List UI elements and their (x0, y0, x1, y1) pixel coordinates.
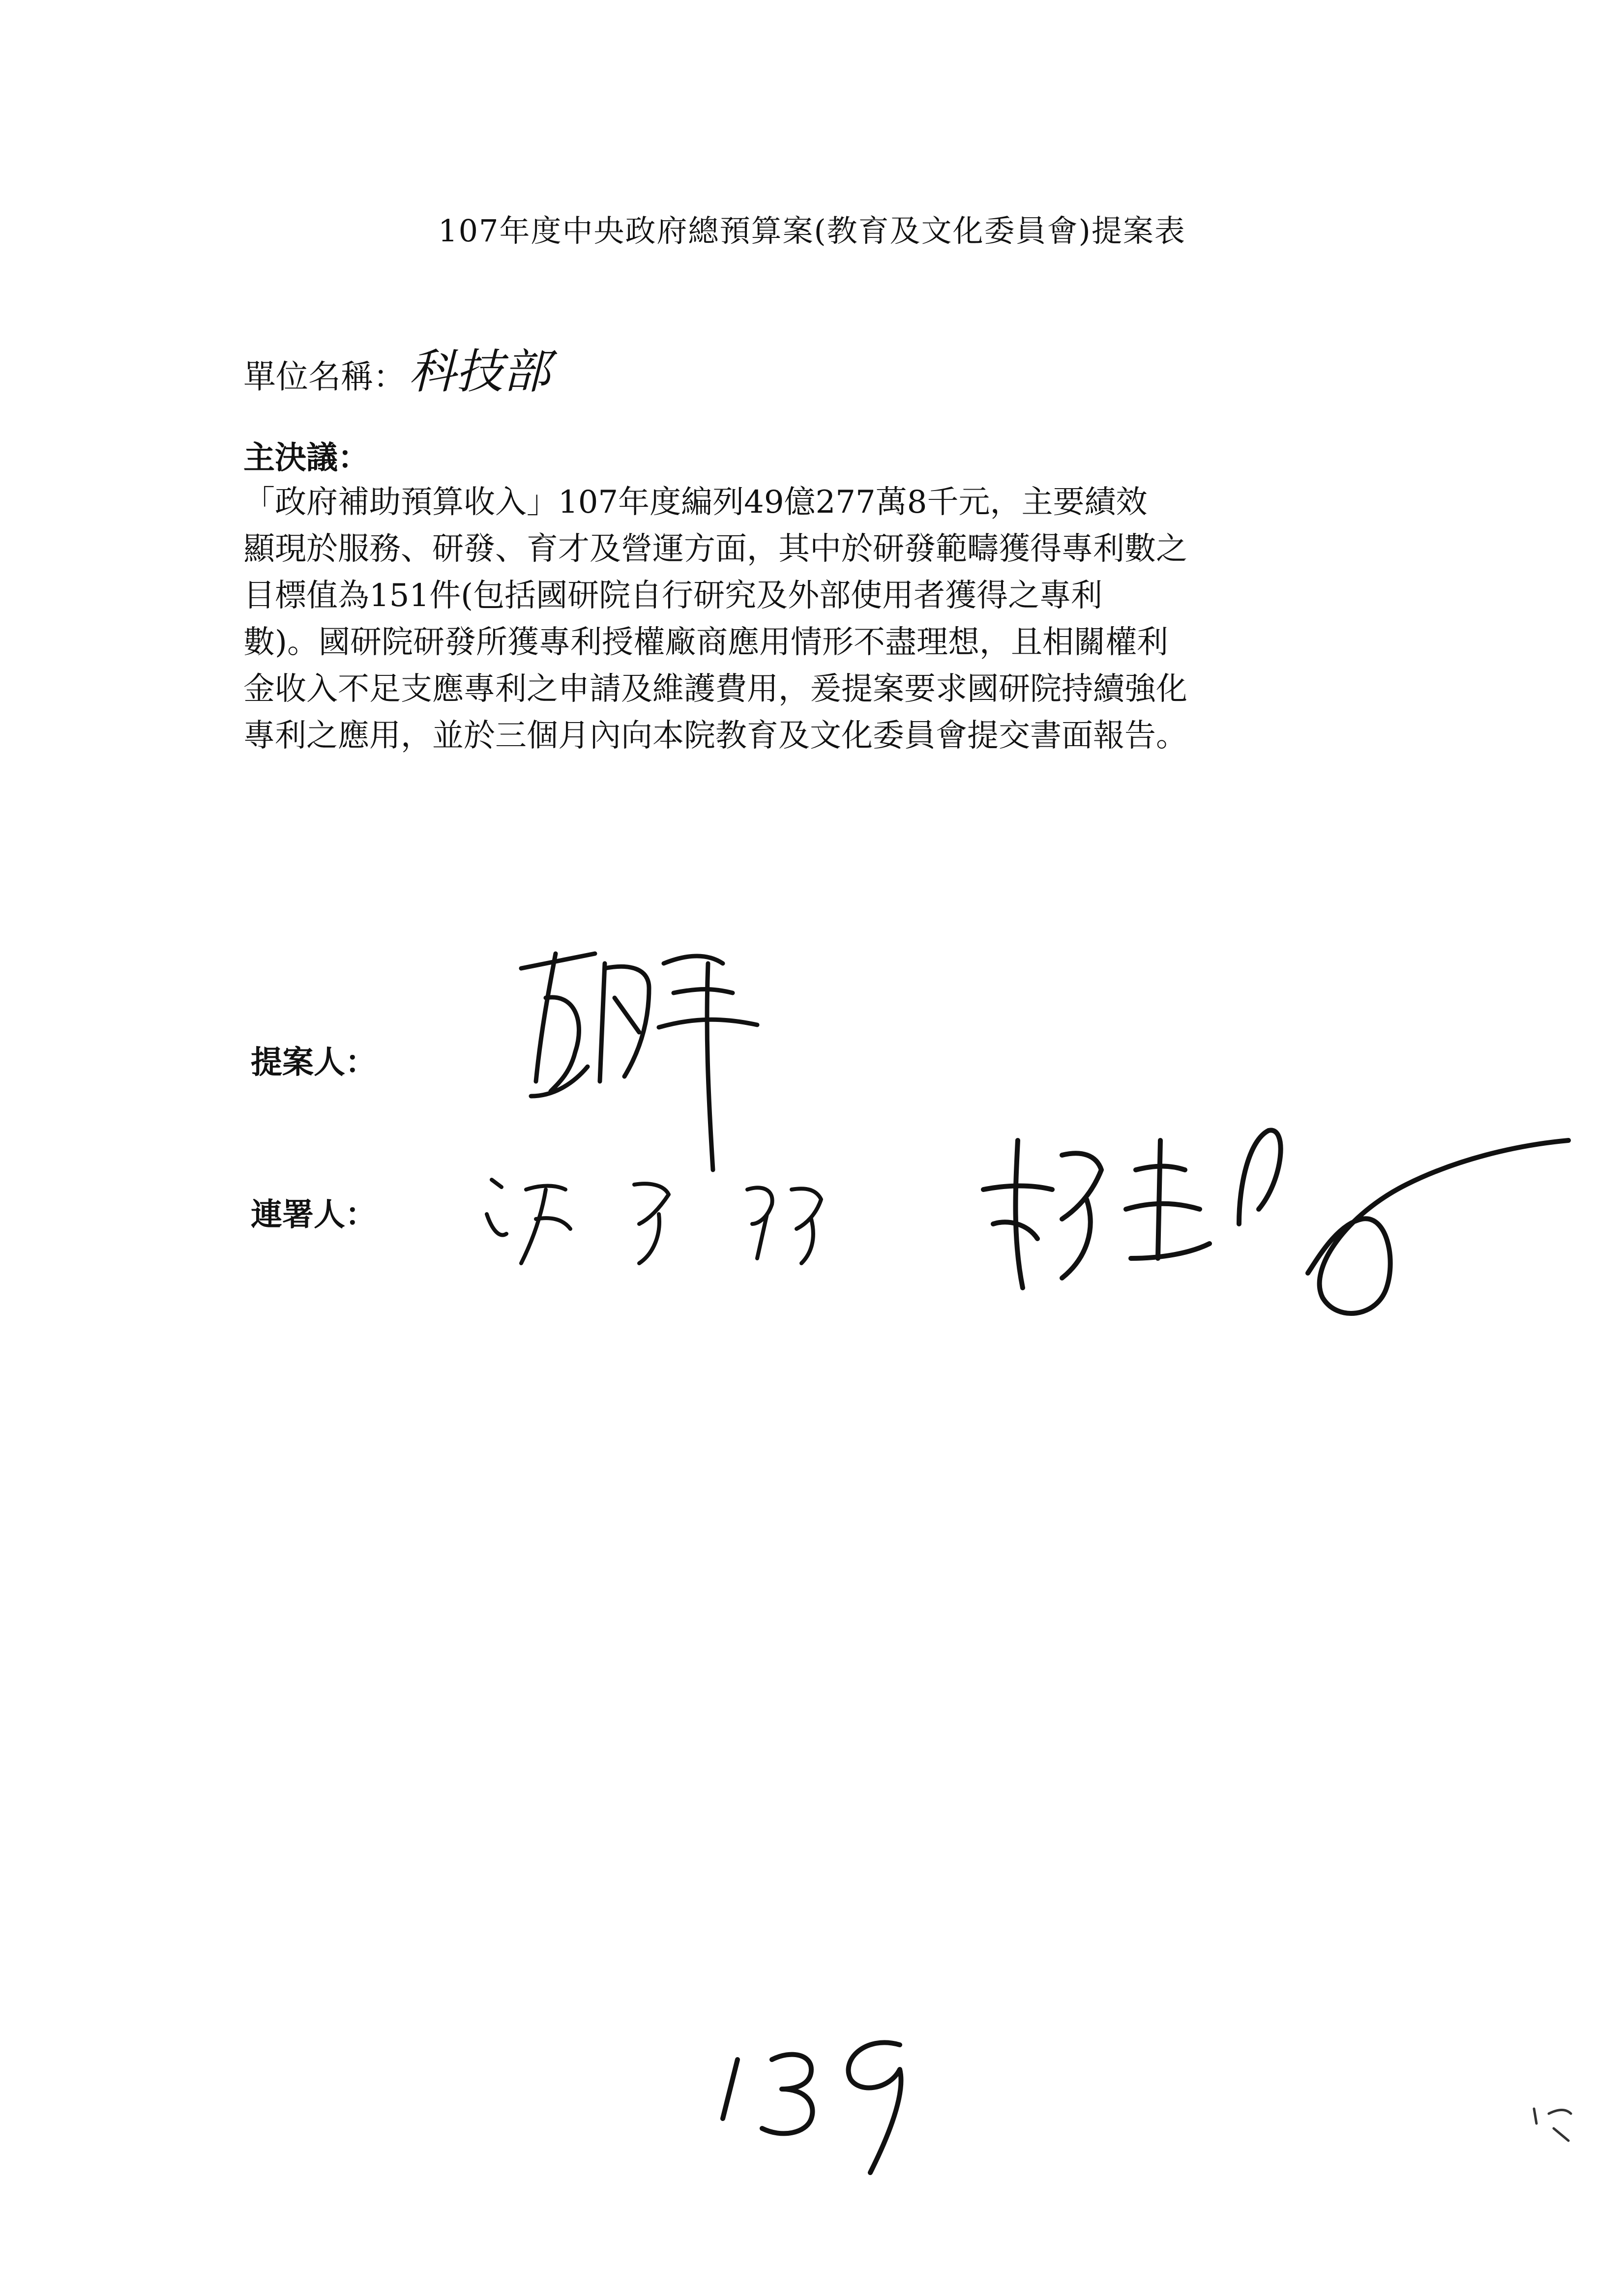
resolution-label: 主決議： (243, 439, 369, 476)
cosigner-signature-2 (964, 1111, 1603, 1327)
body-line: 目標值為151件(包括國研院自行研究及外部使用者獲得之專利 (243, 578, 1103, 614)
stray-mark (1524, 2094, 1583, 2148)
resolution-body (243, 479, 1414, 759)
body-line: 專利之應用，並於三個月內向本院教育及文化委員會提交書面報告。 (243, 718, 1187, 754)
unit-value: 科技部 (409, 344, 550, 399)
cosigner-label: 連署人： (251, 1196, 377, 1233)
proposer-signature (502, 934, 777, 1190)
body-line: 數)。國研院研發所獲專利授權廠商應用情形不盡理想，且相關權利 (243, 624, 1168, 661)
document-title: 107年度中央政府總預算案(教育及文化委員會)提案表 (438, 213, 1186, 249)
cosigner-signature-1 (472, 1160, 856, 1288)
unit-row (243, 334, 550, 402)
body-line: 「政府補助預算收入」107年度編列49億277萬8千元，主要績效 (243, 484, 1148, 521)
unit-label: 單位名稱： (243, 358, 406, 396)
body-line: 金收入不足支應專利之申請及維護費用，爰提案要求國研院持續強化 (243, 671, 1187, 707)
page-number (708, 2005, 974, 2182)
body-line: 顯現於服務、研發、育才及營運方面，其中於研發範疇獲得專利數之 (243, 531, 1187, 567)
proposer-label: 提案人： (251, 1044, 377, 1081)
